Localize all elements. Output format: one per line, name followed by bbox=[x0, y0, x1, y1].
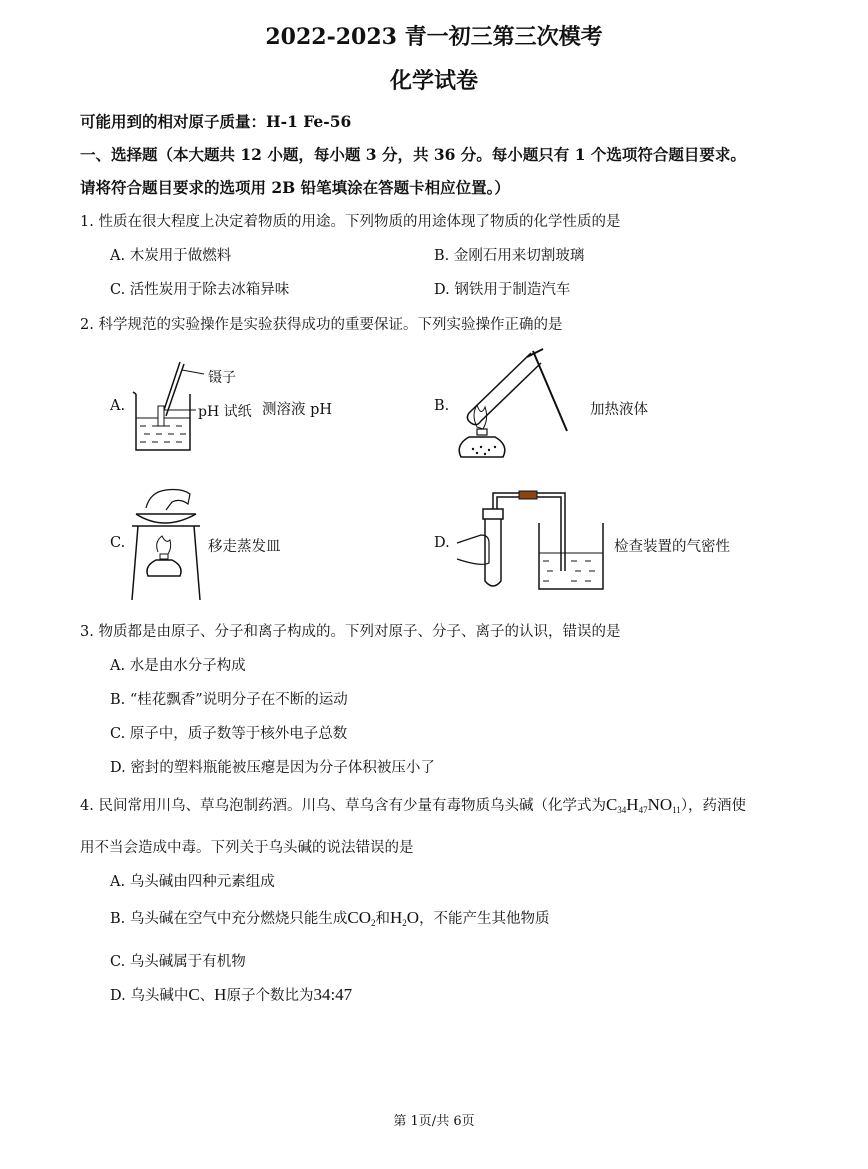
q3-option-d[interactable]: D. 密封的塑料瓶能被压瘪是因为分子体积被压小了 bbox=[110, 760, 435, 776]
o: O bbox=[406, 908, 420, 927]
h: H bbox=[390, 908, 403, 927]
q2-option-b-label: 加热液体 bbox=[590, 402, 648, 418]
q4-option-a[interactable]: A. 乌头碱由四种元素组成 bbox=[110, 874, 275, 890]
exam-title: 2022-2023 青一初三第三次模考 bbox=[265, 24, 603, 50]
q2-option-c-letter[interactable]: C. bbox=[110, 535, 126, 551]
q1-option-a[interactable]: A. 木炭用于做燃料 bbox=[110, 248, 232, 264]
formula-c-sub: 34 bbox=[617, 805, 627, 815]
q4-stem-part2: ），药酒使 bbox=[680, 798, 747, 814]
q4-b-and: 和 bbox=[375, 911, 390, 927]
q1-option-b[interactable]: B. 金刚石用来切割玻璃 bbox=[434, 248, 585, 264]
d-c: C bbox=[188, 985, 200, 1004]
formula-no: NO bbox=[647, 795, 673, 814]
q2-option-d-letter[interactable]: D. bbox=[434, 535, 450, 551]
co-sub: 2 bbox=[371, 918, 376, 928]
atomic-mass-note: 可能用到的相对原子质量：H-1 Fe-56 bbox=[80, 112, 352, 131]
h2o-formula bbox=[390, 908, 419, 927]
q3-option-b[interactable]: B. “桂花飘香”说明分子在不断的运动 bbox=[110, 692, 348, 708]
d-ratio: 34:47 bbox=[313, 985, 353, 1004]
section-instructions-line1: 一、选择题（本大题共 12 小题，每小题 3 分，共 36 分。每小题只有 1 个选项符合题目要求。 bbox=[80, 145, 746, 164]
airtightness-check-illustration bbox=[455, 485, 615, 595]
q4-stem-line1 bbox=[80, 794, 746, 815]
h-sub: 2 bbox=[402, 918, 407, 928]
q3-option-c[interactable]: C. 原子中，质子数等于核外电子总数 bbox=[110, 726, 348, 742]
tweezers-label: 镊子 bbox=[208, 370, 236, 386]
d-post: 原子个数比为 bbox=[226, 988, 314, 1004]
co: CO bbox=[347, 908, 371, 927]
q2-option-a-label: 测溶液 pH bbox=[262, 402, 333, 418]
q4-d-text: D. 乌头碱中 bbox=[110, 988, 189, 1004]
q2-stem: 2. 科学规范的实验操作是实验获得成功的重要保证。下列实验操作正确的是 bbox=[80, 317, 563, 333]
q2-option-c-label: 移走蒸发皿 bbox=[208, 539, 281, 555]
q1-stem: 1. 性质在很大程度上决定着物质的用途。下列物质的用途体现了物质的化学性质的是 bbox=[80, 214, 621, 230]
q4-option-b[interactable] bbox=[110, 907, 550, 928]
formula-h: H bbox=[626, 795, 639, 814]
q3-option-a[interactable]: A. 水是由水分子构成 bbox=[110, 658, 246, 674]
q4-stem-part1: 4. 民间常用川乌、草乌泡制药酒。川乌、草乌含有少量有毒物质乌头碱（化学式为 bbox=[80, 798, 606, 814]
heating-liquid-illustration bbox=[455, 345, 575, 470]
q4-option-c[interactable]: C. 乌头碱属于有机物 bbox=[110, 954, 246, 970]
evaporating-dish-illustration bbox=[126, 484, 206, 604]
q2-option-b-letter[interactable]: B. bbox=[434, 398, 450, 414]
aconitine-formula bbox=[606, 795, 681, 814]
d-sep: 、 bbox=[199, 988, 215, 1004]
formula-no-sub: 11 bbox=[672, 805, 681, 815]
q2-option-d-label: 检查装置的气密性 bbox=[614, 539, 730, 555]
exam-subject: 化学试卷 bbox=[389, 68, 478, 94]
q1-option-d[interactable]: D. 钢铁用于制造汽车 bbox=[434, 282, 571, 298]
formula-h-sub: 47 bbox=[638, 805, 648, 815]
q3-stem: 3. 物质都是由原子、分子和离子构成的。下列对原子、分子、离子的认识，错误的是 bbox=[80, 624, 621, 640]
d-h: H bbox=[214, 985, 227, 1004]
page-footer: 第 1页/共 6页 bbox=[393, 1114, 475, 1129]
q1-option-c[interactable]: C. 活性炭用于除去冰箱异味 bbox=[110, 282, 290, 298]
q4-b-post: ，不能产生其他物质 bbox=[419, 911, 550, 927]
ph-paper-label: pH 试纸 bbox=[198, 404, 252, 420]
q4-option-d[interactable] bbox=[110, 984, 352, 1005]
q2-option-a-letter[interactable]: A. bbox=[110, 398, 126, 414]
q4-stem-line2: 用不当会造成中毒。下列关于乌头碱的说法错误的是 bbox=[80, 840, 414, 856]
formula-c: C bbox=[605, 795, 618, 814]
section-instructions-line2: 请将符合题目要求的选项用 2B 铅笔填涂在答题卡相应位置。） bbox=[80, 178, 510, 197]
co2-formula bbox=[347, 908, 375, 927]
q4-b-text: B. 乌头碱在空气中充分燃烧只能生成 bbox=[110, 911, 348, 927]
